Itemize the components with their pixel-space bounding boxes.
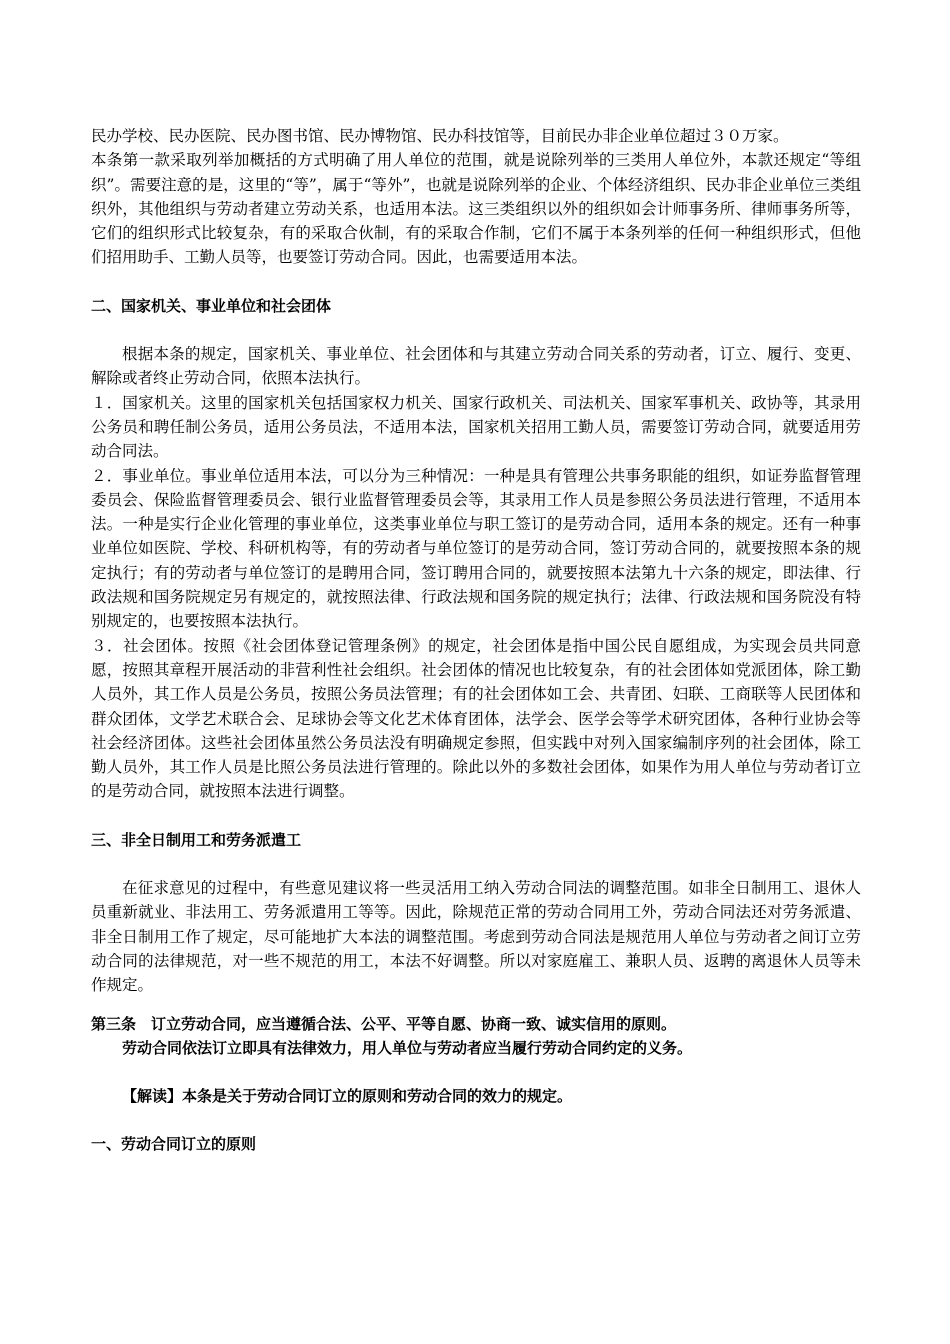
section-heading: 一、劳动合同订立的原则 bbox=[91, 1135, 257, 1154]
interpretation: 【解读】本条是关于劳动合同订立的原则和劳动合同的效力的规定。 bbox=[122, 1087, 573, 1106]
list-item: １．国家机关。这里的国家机关包括国家权力机关、国家行政机关、司法机关、国家军事机关、政协等，其录用公务员和聘任制公务员，适用公务员法，不适用本法，国家机关招用工勤人员，需要签订劳动合同，就要适用劳动合同法。 bbox=[91, 393, 861, 461]
paragraph: 根据本条的规定，国家机关、事业单位、社会团体和与其建立劳动合同关系的劳动者，订立、履行、变更、解除或者终止劳动合同，依照本法执行。 bbox=[91, 345, 861, 388]
section-heading: 三、非全日制用工和劳务派遣工 bbox=[91, 830, 302, 849]
paragraph: 民办学校、民办医院、民办图书馆、民办博物馆、民办科技馆等，目前民办非企业单位超过３０万家。 bbox=[91, 127, 789, 145]
list-item: ３．社会团体。按照《社会团体登记管理条例》的规定，社会团体是指中国公民自愿组成，为实现会员共同意愿，按照其章程开展活动的非营利性社会组织。社会团体的情况也比较复杂，有的社会团体如党派团体，除工勤人员外，其工作人员是公务员，按照公务员法管理；有的社会团体如工会、共青团、妇联、工商联等人民团体和群众团体，文学艺术联合会、足球协会等文化艺术体育团体，法学会、医学会等学术研究团体，各种行业协会等社会经济团体。这些社会团体虽然公务员法没有明确规定参照，但实践中对列入国家编制序列的社会团体，除工勤人员外，其工作人员是比照公务员法进行管理的。除此以外的多数社会团体，如果作为用人单位与劳动者订立的是劳动合同，就按照本法进行调整。 bbox=[91, 636, 861, 801]
paragraph: 在征求意见的过程中，有些意见建议将一些灵活用工纳入劳动合同法的调整范围。如非全日制用工、退休人员重新就业、非法用工、劳务派遣用工等等。因此，除规范正常的劳动合同用工外，劳动合同法还对劳务派遣、非全日制用工作了规定，尽可能地扩大本法的调整范围。考虑到劳动合同法是规范用人单位与劳动者之间订立劳动合同的法律规范，对一些不规范的用工，本法不好调整。所以对家庭雇工、兼职人员、返聘的离退休人员等未作规定。 bbox=[91, 879, 861, 995]
article-text: 劳动合同依法订立即具有法律效力，用人单位与劳动者应当履行劳动合同约定的义务。 bbox=[122, 1038, 693, 1057]
list-item: ２．事业单位。事业单位适用本法，可以分为三种情况：一种是具有管理公共事务职能的组织，如证券监督管理委员会、保险监督管理委员会、银行业监督管理委员会等，其录用工作人员是参照公务员法进行管理，不适用本法。一种是实行企业化管理的事业单位，这类事业单位与职工签订的是劳动合同，适用本条的规定。还有一种事业单位如医院、学校、科研机构等，有的劳动者与单位签订的是劳动合同，签订劳动合同的，就要按照本条的规定执行；有的劳动者与单位签订的是聘用合同，签订聘用合同的，就要按照本法第九十六条的规定，即法律、行政法规和国务院规定另有规定的，就按照法律、行政法规和国务院的规定执行；法律、行政法规和国务院没有特别规定的，也要按照本法执行。 bbox=[91, 466, 861, 631]
paragraph: 本条第一款采取列举加概括的方式明确了用人单位的范围，就是说除列举的三类用人单位外，本款还规定“等组织”。需要注意的是，这里的“等”，属于“等外”，也就是说除列举的企业、个体经济组织、民办非企业单位三类组织外，其他组织与劳动者建立劳动关系，也适用本法。这三类组织以外的组织如会计师事务所、律师事务所等，它们的组织形式比较复杂，有的采取合伙制，有的采取合作制，它们不属于本条列举的任何一种组织形式，但他们招用助手、工勤人员等，也要签订劳动合同。因此，也需要适用本法。 bbox=[91, 151, 861, 267]
article-text: 第三条 订立劳动合同，应当遵循合法、公平、平等自愿、协商一致、诚实信用的原则。 bbox=[91, 1014, 677, 1033]
document-page bbox=[91, 124, 861, 1157]
section-heading: 二、国家机关、事业单位和社会团体 bbox=[91, 296, 332, 315]
